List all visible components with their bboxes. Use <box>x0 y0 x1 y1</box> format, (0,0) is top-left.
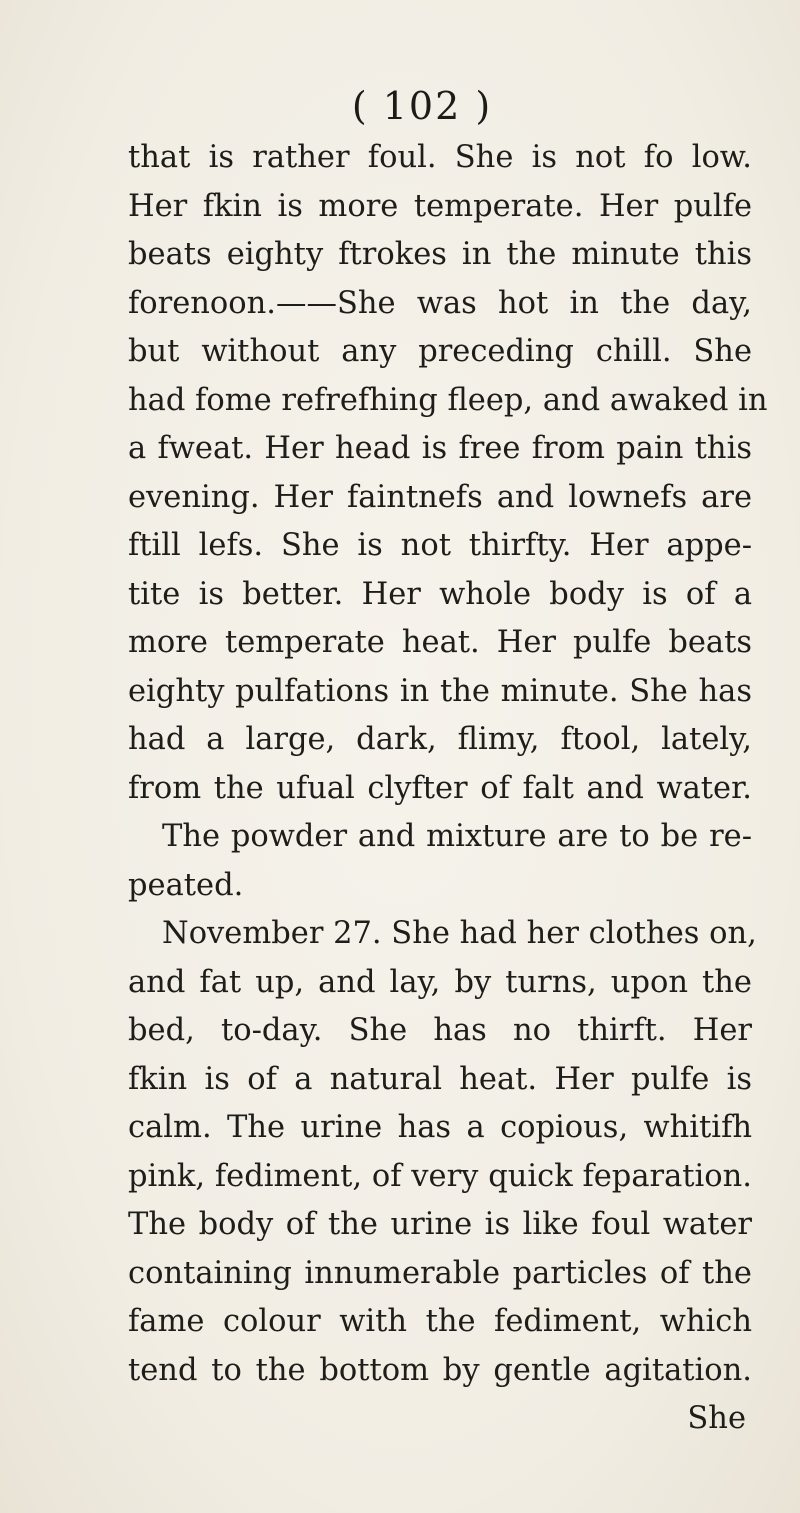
text-line: fkin is of a natural heat. Her pulfe is <box>128 1061 752 1097</box>
text-line: eighty pulfations in the minute. She has <box>128 673 752 709</box>
text-line: from the ufual clyfter of falt and water. <box>128 770 752 806</box>
text-line: peated. <box>128 867 244 903</box>
text-line: The body of the urine is like foul water <box>128 1207 752 1242</box>
text-line: The powder and mixture are to be re- <box>162 819 752 854</box>
text-line: a fweat. Her head is free from pain this <box>128 431 752 466</box>
text-line: tend to the bottom by gentle agitation. <box>128 1352 752 1388</box>
catchword: She <box>687 1401 746 1436</box>
text-line: containing innumerable particles of the <box>128 1255 752 1291</box>
body-text <box>128 134 768 1444</box>
text-line: forenoon.——She was hot in the day, <box>128 285 752 321</box>
text-line: that is rather foul. She is not fo low. <box>128 140 752 175</box>
text-line: evening. Her faintnefs and lownefs are <box>128 479 752 515</box>
text-line: beats eighty ftrokes in the minute this <box>128 237 752 272</box>
text-line: had fome refrefhing fleep, and awaked in <box>128 382 768 418</box>
text-line: ftill lefs. She is not thirfty. Her appe- <box>128 528 752 563</box>
text-line: fame colour with the fediment, which <box>128 1304 752 1339</box>
text-line: bed, to-day. She has no thirft. Her <box>128 1013 752 1048</box>
text-line: pink, fediment, of very quick feparation. <box>128 1158 752 1194</box>
page-header <box>0 84 800 128</box>
text-line: November 27. She had her clothes on, <box>162 916 757 951</box>
text-line: and fat up, and lay, by turns, upon the <box>128 964 752 1000</box>
text-line: but without any preceding chill. She <box>128 334 752 369</box>
text-line: tite is better. Her whole body is of a <box>128 576 752 612</box>
page-number: ( 102 ) <box>351 84 493 128</box>
text-line: more temperate heat. Her pulfe beats <box>128 625 752 660</box>
text-line: calm. The urine has a copious, whitifh <box>128 1110 752 1145</box>
text-line: had a large, dark, flimy, ftool, lately, <box>128 722 752 757</box>
text-line: Her fkin is more temperate. Her pulfe <box>128 188 752 224</box>
